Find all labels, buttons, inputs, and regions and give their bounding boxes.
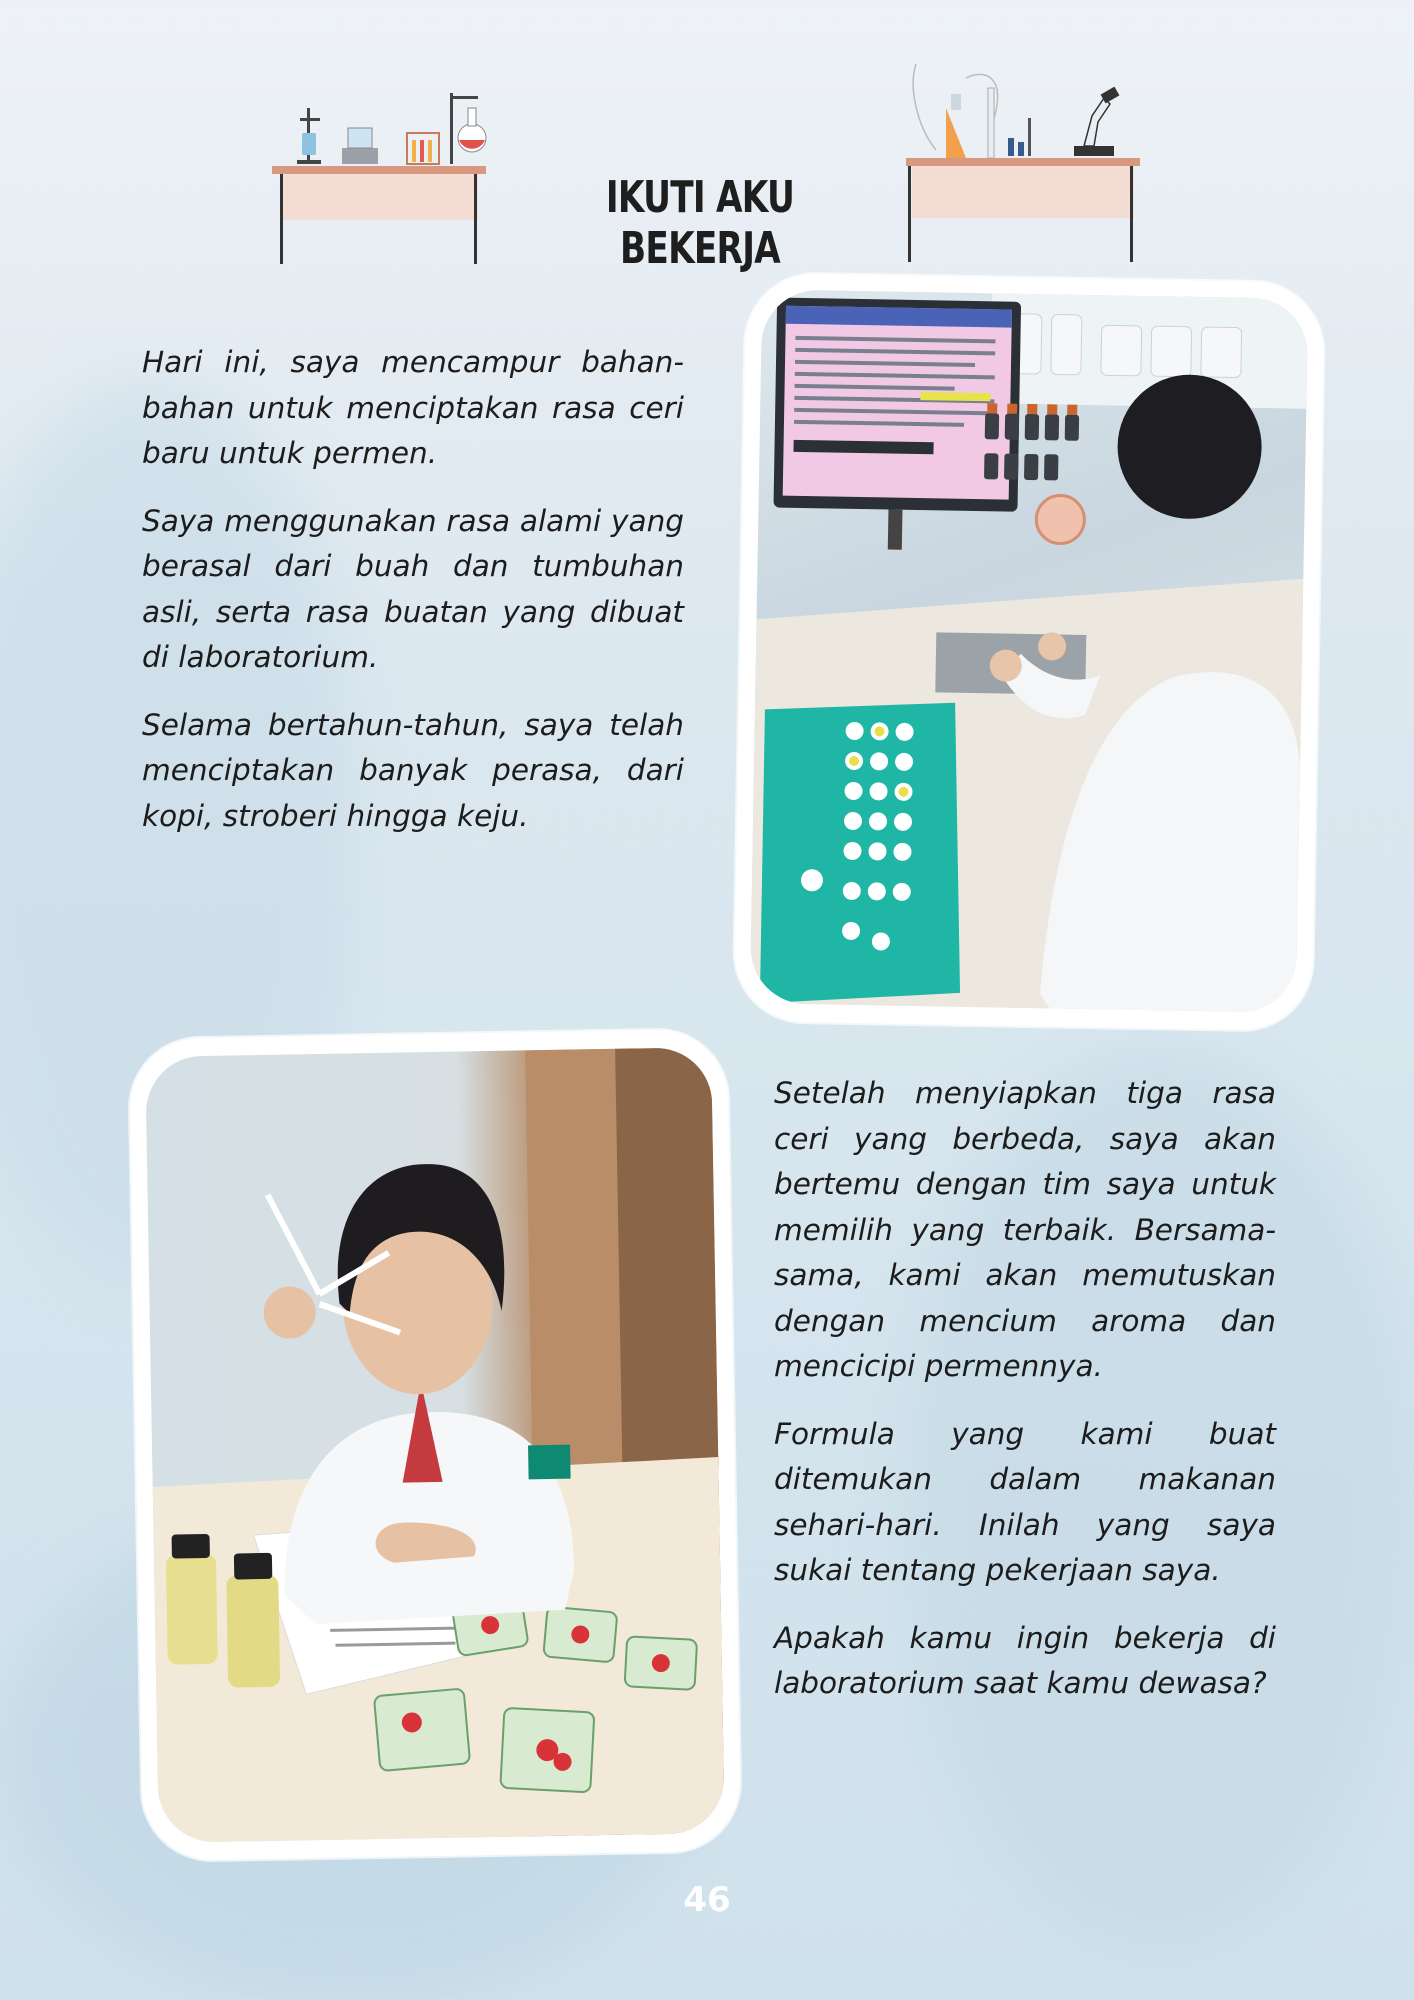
tasting-photo xyxy=(145,1047,725,1843)
lab-photo xyxy=(750,289,1308,1012)
intro-text xyxy=(142,340,684,861)
paragraph: Formula yang kami buat ditemukan dalam makanan sehari-hari. Inilah yang saya sukai tentang pekerjaan saya. xyxy=(774,1416,1276,1587)
lab-bench-icon xyxy=(272,78,492,268)
paragraph: Apakah kamu ingin bekerja di laboratorium saat kamu dewasa? xyxy=(774,1620,1276,1700)
paragraph: Saya menggunakan rasa alami yang berasal dari buah dan tumbuhan asli, serta rasa buatan yang dibuat di laboratorium. xyxy=(142,503,684,674)
lab-photo-frame xyxy=(734,273,1325,1031)
tasting-photo-frame xyxy=(129,1029,741,1861)
paragraph: Hari ini, saya mencampur bahan-bahan untuk menciptakan rasa ceri baru untuk permen. xyxy=(142,345,684,470)
lab-bench-icon xyxy=(906,58,1146,268)
paragraph: Selama bertahun-tahun, saya telah menciptakan banyak perasa, dari kopi, stroberi hingga keju. xyxy=(142,707,684,833)
closing-text xyxy=(774,1071,1276,1729)
page-title: IKUTI AKU BEKERJA xyxy=(605,172,795,274)
page-number: 46 xyxy=(683,1880,731,1920)
paragraph: Setelah menyiapkan tiga rasa ceri yang berbeda, saya akan bertemu dengan tim saya untuk memilih yang terbaik. Bersama-sama, kami akan memutuskan dengan mencium aroma dan mencicipi permennya. xyxy=(774,1076,1276,1383)
